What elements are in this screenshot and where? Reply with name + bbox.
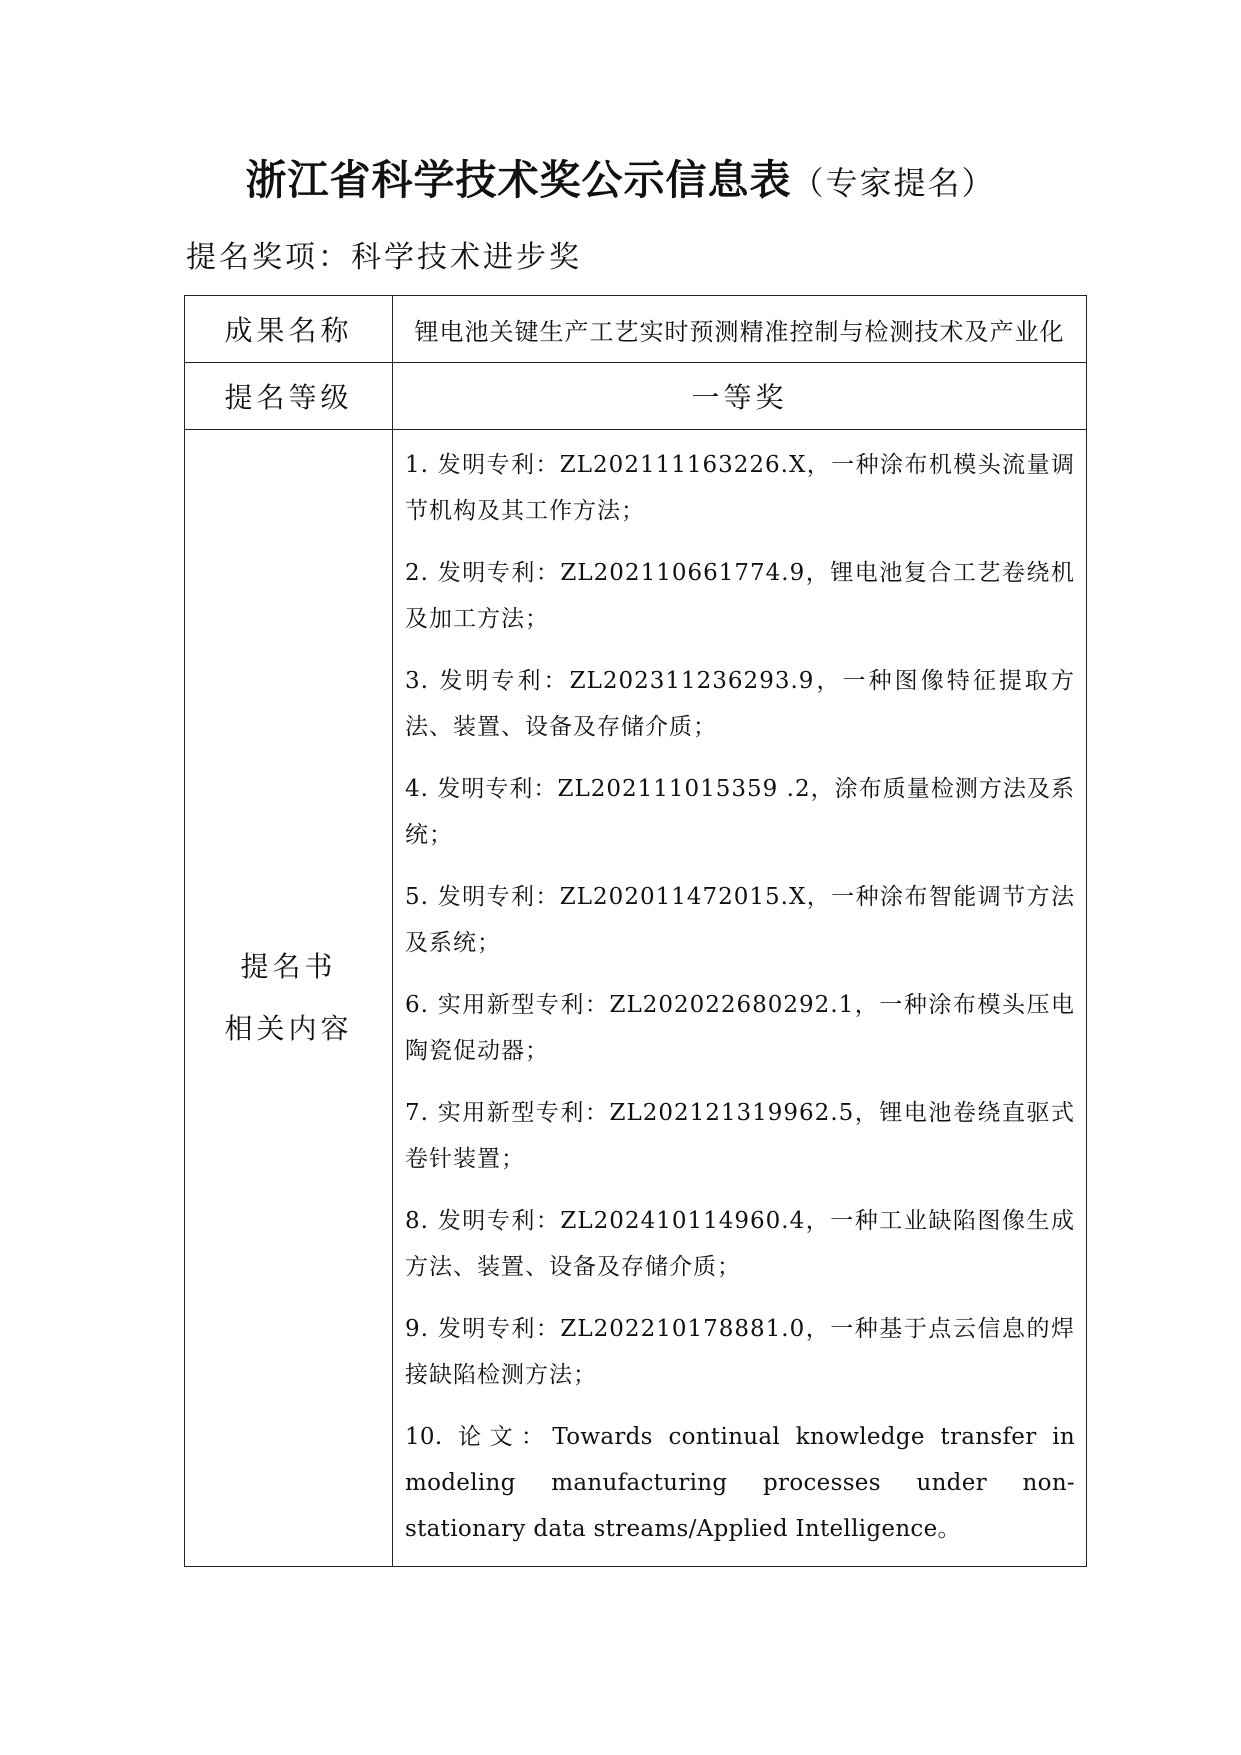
table-row-project bbox=[185, 296, 1087, 363]
title-subtitle: （专家提名） bbox=[791, 164, 996, 202]
content-label-line1: 提名书 bbox=[240, 950, 337, 983]
list-item: 8. 发明专利：ZL202410114960.4，一种工业缺陷图像生成方法、装置、设备及存储介质； bbox=[405, 1208, 1075, 1280]
list-item: 5. 发明专利：ZL202011472015.X，一种涂布智能调节方法及系统； bbox=[405, 884, 1075, 956]
list-item: 6. 实用新型专利：ZL202022680292.1，一种涂布模头压电陶瓷促动器； bbox=[405, 992, 1075, 1064]
content-list bbox=[393, 430, 1087, 1567]
document-title bbox=[0, 152, 1241, 217]
table-row-level bbox=[185, 363, 1087, 430]
list-item: 1. 发明专利：ZL202111163226.X，一种涂布机模头流量调节机构及其工作方法； bbox=[405, 452, 1075, 524]
list-item: 4. 发明专利：ZL202111015359 .2，涂布质量检测方法及系统； bbox=[405, 776, 1075, 848]
project-name: 锂电池关键生产工艺实时预测精准控制与检测技术及产业化 bbox=[393, 296, 1087, 363]
content-label-line2: 相关内容 bbox=[224, 1012, 353, 1045]
list-item: 3. 发明专利：ZL202311236293.9，一种图像特征提取方法、装置、设备及存储介质； bbox=[405, 668, 1075, 740]
content-label bbox=[185, 430, 393, 1567]
list-item: 2. 发明专利：ZL202110661774.9，锂电池复合工艺卷绕机及加工方法； bbox=[405, 560, 1075, 632]
info-table bbox=[184, 295, 1087, 1567]
list-item: 7. 实用新型专利：ZL202121319962.5，锂电池卷绕直驱式卷针装置； bbox=[405, 1100, 1075, 1172]
award-level: 一等奖 bbox=[393, 363, 1087, 430]
table-row-content bbox=[185, 430, 1087, 1567]
project-label: 成果名称 bbox=[185, 296, 393, 363]
title-main: 浙江省科学技术奖公示信息表 bbox=[245, 156, 792, 204]
list-item: 9. 发明专利：ZL202210178881.0，一种基于点云信息的焊接缺陷检测方法； bbox=[405, 1316, 1075, 1388]
level-label: 提名等级 bbox=[185, 363, 393, 430]
award-category: 提名奖项：科学技术进步奖 bbox=[186, 240, 582, 275]
list-item: 10. 论文：Towards continual knowledge transfer in modeling manufacturing processes under non-stationary data streams/Applied Intelligence。 bbox=[405, 1424, 1075, 1542]
